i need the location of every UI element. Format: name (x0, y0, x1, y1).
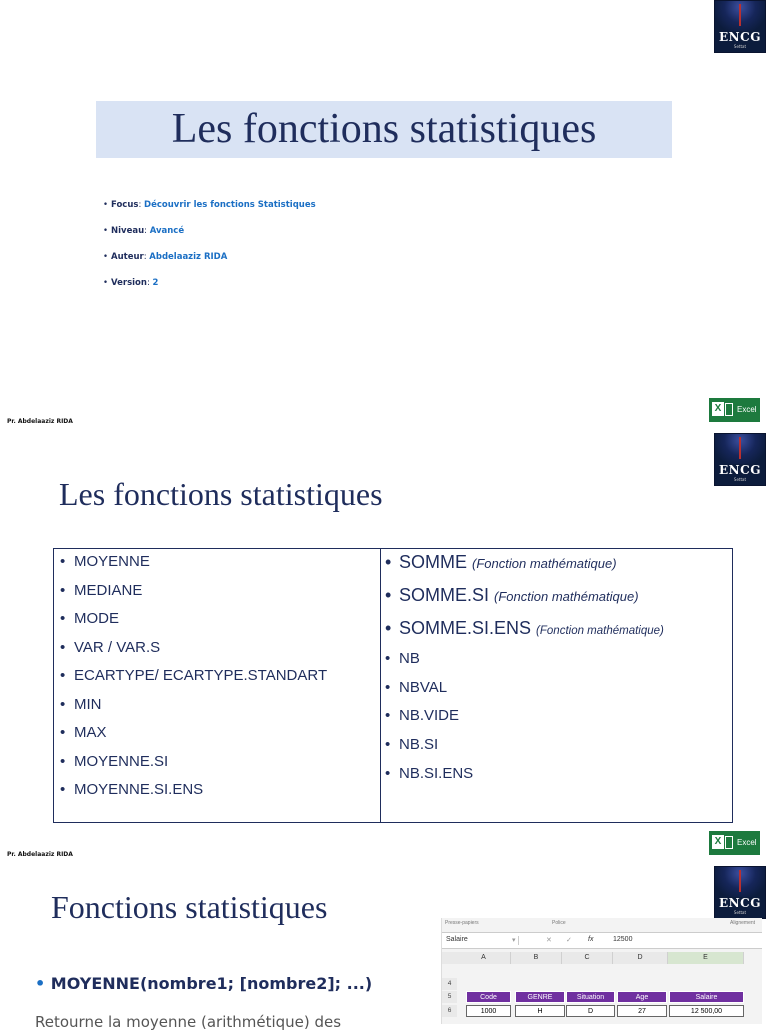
list-item: • NB.SI.ENS (385, 765, 474, 782)
excel-screenshot (441, 918, 762, 1024)
logo-text: ENCG (719, 896, 761, 910)
sheet-row-4: 4 (442, 978, 762, 990)
ribbon-groups: Presse-papiers Police Alignement (445, 920, 756, 926)
fx-icon: fx (588, 936, 594, 943)
formula-bar (442, 932, 762, 949)
other-functions-column (381, 549, 732, 822)
list-item: • VAR / VAR.S (60, 639, 161, 656)
list-item: • MIN (60, 696, 102, 713)
logo-text: ENCG (719, 463, 761, 477)
dropdown-icon: ▾ (512, 937, 516, 944)
logo-subtext: Settat (733, 477, 747, 482)
meta-item-version: • Version: 2 (103, 278, 159, 288)
logo-subtext: Settat (733, 910, 747, 915)
excel-badge (709, 398, 760, 422)
list-item: • MOYENNE (60, 553, 150, 570)
list-item: • MODE (60, 610, 119, 627)
slide3-title: Fonctions statistiques (51, 889, 328, 925)
name-box: Salaire (446, 936, 519, 945)
function-description: Retourne la moyenne (arithmétique) des (35, 1013, 342, 1031)
cancel-icon: ✕ (546, 937, 552, 944)
slide-title (0, 0, 768, 433)
slide1-title: Les fonctions statistiques (171, 106, 597, 152)
excel-icon: X (712, 402, 724, 416)
meta-list (103, 200, 316, 304)
formula-value: 12500 (613, 936, 633, 943)
encg-logo (714, 0, 766, 53)
list-item: • NB (385, 650, 420, 667)
list-item: • ECARTYPE/ ECARTYPE.STANDART (60, 667, 328, 684)
meta-item-focus: • Focus: Découvrir les fonctions Statistiques (103, 200, 316, 210)
logo-text: ENCG (719, 30, 761, 44)
list-item: • SOMME.SI (Fonction mathématique) (385, 585, 639, 605)
encg-logo (714, 433, 766, 486)
meta-item-auteur: • Auteur: Abdelaaziz RIDA (103, 252, 228, 262)
logo-subtext: Settat (733, 44, 747, 49)
list-item: • NB.SI (385, 736, 439, 753)
slide2-title: Les fonctions statistiques (59, 476, 383, 512)
sheet-header-row: 5 Code GENRE Situation Age Salaire (442, 991, 762, 1003)
list-item: • MOYENNE.SI.ENS (60, 781, 204, 798)
excel-label: Excel (737, 405, 757, 414)
footer-author: Pr. Abdelaaziz RIDA (7, 851, 73, 858)
list-item: • MEDIANE (60, 582, 143, 599)
list-item: • MAX (60, 724, 107, 741)
list-item: • MOYENNE.SI (60, 753, 169, 770)
sheet-data-row: 6 1000 H D 27 12 500,00 (442, 1005, 762, 1017)
meta-item-niveau: • Niveau: Avancé (103, 226, 185, 236)
excel-icon: X (712, 835, 724, 849)
list-item: • NB.VIDE (385, 707, 460, 724)
list-item: • SOMME (Fonction mathématique) (385, 552, 617, 572)
stat-functions-column (54, 549, 381, 822)
function-signature: • MOYENNE(nombre1; [nombre2]; ...) (35, 974, 373, 993)
list-item: • NBVAL (385, 679, 448, 696)
functions-table (53, 548, 733, 823)
enter-icon: ✓ (566, 937, 572, 944)
excel-badge (709, 831, 760, 855)
excel-label: Excel (737, 838, 757, 847)
title-band (96, 101, 672, 158)
column-header-row: A B C D E (442, 952, 762, 964)
footer-author: Pr. Abdelaaziz RIDA (7, 418, 73, 425)
encg-logo (714, 866, 766, 919)
list-item: • SOMME.SI.ENS (Fonction mathématique) (385, 618, 664, 638)
